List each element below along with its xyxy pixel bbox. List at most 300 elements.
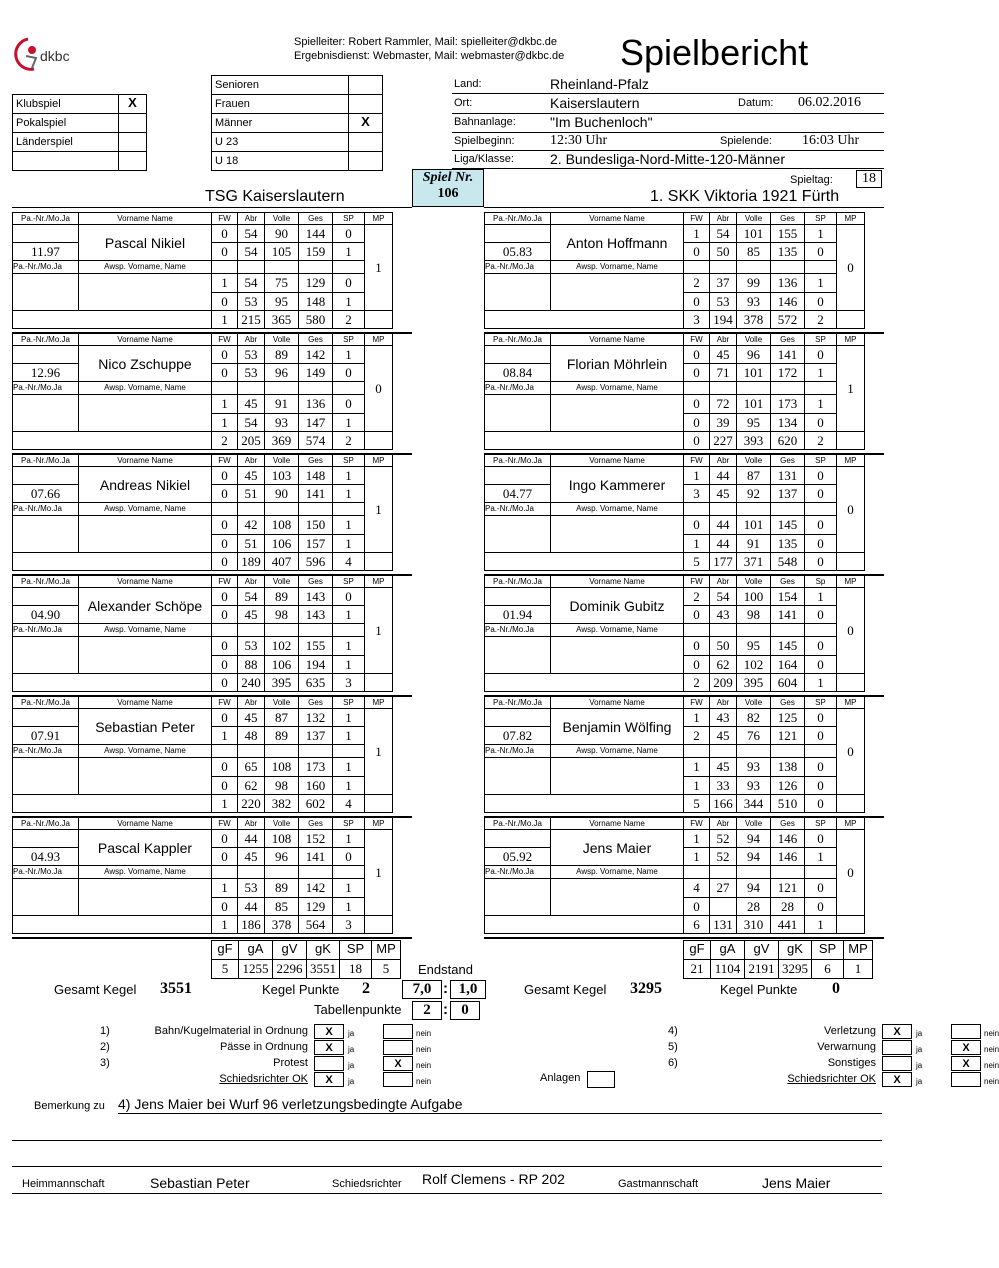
score-cell: 1 (333, 414, 365, 432)
val (13, 467, 79, 485)
player-mp: 1 (837, 346, 865, 432)
column-header: Pa.-Nr./Mo.Ja (13, 455, 79, 467)
spielart-label (13, 152, 119, 171)
score-cell: 1 (333, 467, 365, 485)
heim-label: Heimmannschaft (22, 1178, 105, 1190)
check-nein-box[interactable] (951, 1072, 981, 1087)
nein-label: nein (416, 1061, 432, 1070)
total-cell: 1 (212, 795, 238, 813)
nein-label: nein (416, 1077, 432, 1086)
score-cell: 0 (684, 414, 710, 432)
awsp-name-label: Awsp. Vorname, Name (551, 382, 684, 395)
spielart-label: Pokalspiel (13, 114, 119, 133)
column-header: Volle (737, 697, 771, 709)
check-ja-box[interactable]: X (882, 1072, 912, 1087)
score-cell: 0 (684, 637, 710, 656)
schiri-label: Schiedsrichter (332, 1178, 402, 1190)
score-cell: 1 (212, 274, 238, 293)
awsp-spacer (265, 866, 299, 879)
awsp-spacer (212, 261, 238, 274)
liga-value: 2. Bundesliga-Nord-Mitte-120-Männer (550, 151, 785, 167)
score-cell: 54 (238, 588, 265, 606)
check-ja-box[interactable] (882, 1056, 912, 1071)
nein-label: nein (984, 1061, 999, 1070)
awsp-name-cell (551, 637, 684, 674)
score-cell: 0 (805, 830, 837, 848)
score-cell: 0 (805, 637, 837, 656)
score-cell: 146 (771, 848, 805, 866)
awsp-spacer (710, 866, 737, 879)
total-cell: 4 (333, 795, 365, 813)
total-cell: 635 (299, 674, 333, 692)
total-cell: 166 (710, 795, 737, 813)
summary-header: gV (273, 941, 307, 960)
check-nein-box[interactable]: X (951, 1056, 981, 1071)
endstand-colon: : (443, 980, 448, 997)
score-cell: 1 (684, 709, 710, 727)
awsp-pa-label: Pa.-Nr./Mo.Ja (485, 503, 551, 516)
score-cell: 45 (238, 709, 265, 727)
total-mp-spacer (837, 674, 865, 692)
score-cell: 0 (805, 293, 837, 311)
summary-header: gF (684, 941, 711, 960)
total-cell: 365 (265, 311, 299, 329)
logo-text: dkbc (40, 48, 70, 64)
total-cell: 186 (238, 916, 265, 934)
anlagen-box[interactable] (587, 1071, 615, 1088)
score-cell: 44 (710, 467, 737, 485)
home-kp-value: 2 (362, 980, 370, 997)
total-cell: 371 (737, 553, 771, 571)
score-cell: 160 (299, 777, 333, 795)
spielbeginn-value: 12:30 Uhr (550, 133, 608, 148)
score-cell: 89 (265, 346, 299, 364)
check-nein-box[interactable] (383, 1024, 413, 1039)
total-mp-spacer (365, 916, 393, 934)
awsp-spacer (771, 624, 805, 637)
score-cell: 54 (238, 274, 265, 293)
check-nein-box[interactable] (951, 1024, 981, 1039)
awsp-spacer (737, 261, 771, 274)
score-cell: 1 (333, 656, 365, 674)
val (485, 830, 551, 848)
column-header: Pa.-Nr./Mo.Ja (485, 818, 551, 830)
total-cell: 194 (710, 311, 737, 329)
summary-header: gA (239, 941, 273, 960)
awsp-spacer (771, 382, 805, 395)
total-cell: 227 (710, 432, 737, 450)
column-header: FW (684, 455, 710, 467)
check-nein-box[interactable]: X (951, 1040, 981, 1055)
score-cell: 0 (212, 243, 238, 261)
awsp-spacer (710, 745, 737, 758)
score-cell: 44 (710, 535, 737, 553)
score-cell: 65 (238, 758, 265, 777)
land-label: Land: (454, 78, 482, 90)
player-birth: 04.93 (13, 848, 79, 866)
score-cell: 132 (299, 709, 333, 727)
awsp-name-label: Awsp. Vorname, Name (79, 261, 212, 274)
column-header: FW (684, 334, 710, 346)
check-nein-box[interactable] (383, 1040, 413, 1055)
away-sum-value: 2191 (745, 960, 779, 979)
klasse-label: Frauen (212, 95, 349, 114)
val (485, 346, 551, 364)
klasse-mark (349, 76, 383, 95)
total-cell: 220 (238, 795, 265, 813)
column-header: FW (212, 213, 238, 225)
endstand-label: Endstand (418, 962, 473, 977)
score-cell: 1 (684, 830, 710, 848)
score-cell: 121 (771, 727, 805, 745)
player-name: Nico Zschuppe (79, 346, 212, 382)
column-header: Ges (299, 213, 333, 225)
val (13, 225, 79, 243)
awsp-spacer (333, 382, 365, 395)
player-birth: 04.77 (485, 485, 551, 503)
awsp-spacer (212, 382, 238, 395)
column-header: Abr (710, 818, 737, 830)
column-header: MP (837, 213, 865, 225)
klasse-mark (349, 152, 383, 171)
check-ja-box[interactable]: X (314, 1040, 344, 1055)
score-cell: 101 (737, 395, 771, 414)
score-cell: 85 (737, 243, 771, 261)
column-header: MP (365, 818, 393, 830)
home-player-block (12, 333, 412, 454)
player-birth: 11.97 (13, 243, 79, 261)
dkbc-logo (12, 36, 82, 74)
val (485, 588, 551, 606)
score-cell: 0 (212, 830, 238, 848)
score-cell: 137 (771, 485, 805, 503)
score-cell: 99 (737, 274, 771, 293)
awsp-name-cell (79, 758, 212, 795)
awsp-pa-cell (13, 879, 79, 916)
player-name: Sebastian Peter (79, 709, 212, 745)
nein-label: nein (416, 1029, 432, 1038)
score-cell: 108 (265, 758, 299, 777)
away-kp-label: Kegel Punkte (720, 982, 798, 997)
total-spacer (13, 795, 212, 813)
score-cell: 0 (805, 758, 837, 777)
score-cell (710, 898, 737, 916)
score-cell: 1 (805, 588, 837, 606)
total-cell: 209 (710, 674, 737, 692)
ja-label: ja (348, 1045, 355, 1054)
awsp-spacer (805, 745, 837, 758)
total-spacer (485, 674, 684, 692)
away-player-block (484, 212, 884, 333)
total-mp-spacer (837, 311, 865, 329)
check-ja-box[interactable]: X (314, 1072, 344, 1087)
check-row (100, 1072, 430, 1088)
score-cell: 37 (710, 274, 737, 293)
bahnanlage-label: Bahnanlage: (454, 116, 516, 128)
score-cell: 0 (684, 606, 710, 624)
block-body (12, 587, 393, 692)
bemerkung-text: 4) Jens Maier bei Wurf 96 verletzungsbedingte Aufgabe (118, 1096, 463, 1112)
score-cell: 1 (212, 879, 238, 898)
awsp-pa-cell (485, 274, 551, 311)
score-cell: 0 (212, 364, 238, 382)
spielnr-label: Spiel Nr. (422, 170, 474, 185)
check-ja-box[interactable] (882, 1040, 912, 1055)
score-cell: 91 (265, 395, 299, 414)
block-body (12, 224, 393, 329)
score-cell: 125 (771, 709, 805, 727)
home-gesamt-label: Gesamt Kegel (54, 982, 137, 997)
score-cell: 4 (684, 879, 710, 898)
column-header: FW (212, 818, 238, 830)
check-nein-box[interactable]: X (383, 1056, 413, 1071)
score-cell: 147 (299, 414, 333, 432)
awsp-name-cell (551, 879, 684, 916)
score-cell: 0 (805, 777, 837, 795)
score-cell: 101 (737, 516, 771, 535)
player-birth: 07.66 (13, 485, 79, 503)
awsp-pa-label: Pa.-Nr./Mo.Ja (13, 503, 79, 516)
score-cell: 0 (212, 777, 238, 795)
total-cell: 205 (238, 432, 265, 450)
awsp-spacer (684, 866, 710, 879)
score-cell: 1 (333, 709, 365, 727)
total-cell: 5 (684, 795, 710, 813)
check-label: Schiedsrichter OK (219, 1073, 308, 1085)
total-cell: 310 (737, 916, 771, 934)
awsp-spacer (265, 745, 299, 758)
awsp-spacer (333, 745, 365, 758)
awsp-pa-cell (485, 758, 551, 795)
score-cell: 1 (684, 777, 710, 795)
score-cell: 52 (710, 830, 737, 848)
check-ja-box[interactable] (314, 1056, 344, 1071)
block-body (484, 224, 865, 329)
score-cell: 44 (238, 898, 265, 916)
block-body (12, 708, 393, 813)
score-cell: 0 (805, 516, 837, 535)
away-gesamt-value: 3295 (630, 980, 662, 997)
column-header: FW (212, 697, 238, 709)
column-header: MP (837, 697, 865, 709)
score-cell: 0 (333, 364, 365, 382)
away-sum-value: 3295 (779, 960, 812, 979)
score-cell: 0 (333, 588, 365, 606)
column-header: Ges (299, 334, 333, 346)
score-cell: 134 (771, 414, 805, 432)
score-cell: 141 (299, 485, 333, 503)
column-header: Volle (265, 455, 299, 467)
awsp-pa-cell (13, 395, 79, 432)
awsp-pa-label: Pa.-Nr./Mo.Ja (13, 624, 79, 637)
away-sum-value: 1104 (711, 960, 745, 979)
score-cell: 0 (684, 898, 710, 916)
datum-label: Datum: (738, 97, 774, 109)
score-cell: 106 (265, 535, 299, 553)
away-player-block (484, 454, 884, 575)
score-cell: 87 (265, 709, 299, 727)
awsp-spacer (299, 624, 333, 637)
column-header: SP (333, 576, 365, 588)
score-cell: 141 (771, 346, 805, 364)
awsp-spacer (299, 866, 333, 879)
summary-header: MP (844, 941, 873, 960)
column-header: Vorname Name (551, 818, 684, 830)
home-summary (211, 940, 401, 979)
column-header: SP (333, 334, 365, 346)
total-mp-spacer (365, 674, 393, 692)
check-nein-box[interactable] (383, 1072, 413, 1087)
column-header: Pa.-Nr./Mo.Ja (13, 334, 79, 346)
check-label: Sonstiges (827, 1057, 876, 1069)
score-cell: 45 (238, 395, 265, 414)
check-number: 6) (668, 1057, 678, 1069)
score-cell: 54 (238, 225, 265, 243)
ja-label: ja (916, 1061, 923, 1070)
score-cell: 0 (333, 395, 365, 414)
column-header: Vorname Name (551, 455, 684, 467)
summary-header: gK (779, 941, 812, 960)
score-cell: 108 (265, 830, 299, 848)
score-cell: 3 (684, 485, 710, 503)
column-header: SP (805, 213, 837, 225)
check-label: Verletzung (824, 1025, 876, 1037)
spielart-mark: X (119, 95, 147, 114)
score-cell: 1 (333, 293, 365, 311)
column-header: SP (333, 213, 365, 225)
total-mp-spacer (837, 916, 865, 934)
val (485, 225, 551, 243)
total-cell: 2 (805, 311, 837, 329)
score-cell: 88 (238, 656, 265, 674)
score-cell: 53 (238, 879, 265, 898)
block-divider (12, 937, 412, 939)
awsp-name-label: Awsp. Vorname, Name (79, 745, 212, 758)
column-header: Volle (265, 334, 299, 346)
anlagen-label: Anlagen (540, 1072, 581, 1084)
total-cell: 382 (265, 795, 299, 813)
heim-signer: Sebastian Peter (150, 1175, 250, 1191)
column-header: Abr (710, 334, 737, 346)
home-sum-value: 5 (212, 960, 239, 979)
score-cell: 144 (299, 225, 333, 243)
score-cell: 72 (710, 395, 737, 414)
val (13, 588, 79, 606)
awsp-pa-label: Pa.-Nr./Mo.Ja (485, 866, 551, 879)
column-header: Vorname Name (551, 697, 684, 709)
tab-colon: : (443, 1001, 448, 1018)
total-cell: 344 (737, 795, 771, 813)
score-cell: 0 (212, 898, 238, 916)
score-cell: 1 (333, 727, 365, 745)
summary-header: gA (711, 941, 745, 960)
score-cell: 52 (710, 848, 737, 866)
check-label: Bahn/Kugelmaterial in Ordnung (154, 1025, 308, 1037)
total-mp-spacer (837, 553, 865, 571)
score-cell: 1 (333, 516, 365, 535)
score-cell: 92 (737, 485, 771, 503)
column-header: SP (333, 697, 365, 709)
check-ja-box[interactable]: X (882, 1024, 912, 1039)
score-cell: 1 (684, 535, 710, 553)
score-cell: 0 (212, 588, 238, 606)
score-cell: 96 (737, 346, 771, 364)
player-mp: 0 (837, 709, 865, 795)
total-cell: 395 (265, 674, 299, 692)
block-body (12, 829, 393, 934)
score-cell: 1 (333, 243, 365, 261)
total-mp-spacer (837, 432, 865, 450)
total-cell: 572 (771, 311, 805, 329)
summary-header: SP (340, 941, 372, 960)
score-cell: 136 (771, 274, 805, 293)
awsp-spacer (805, 503, 837, 516)
awsp-pa-label: Pa.-Nr./Mo.Ja (485, 382, 551, 395)
score-cell: 155 (299, 637, 333, 656)
column-header: Abr (238, 455, 265, 467)
klasse-mark (349, 95, 383, 114)
awsp-name-cell (551, 758, 684, 795)
total-cell: 1 (805, 916, 837, 934)
total-cell: 3 (684, 311, 710, 329)
awsp-spacer (710, 624, 737, 637)
score-cell: 1 (684, 758, 710, 777)
column-header: Abr (238, 334, 265, 346)
score-cell: 1 (333, 637, 365, 656)
column-header: Vorname Name (79, 334, 212, 346)
score-cell: 172 (771, 364, 805, 382)
total-cell: 393 (737, 432, 771, 450)
score-cell: 0 (805, 709, 837, 727)
column-header: Volle (265, 697, 299, 709)
score-cell: 1 (333, 898, 365, 916)
column-header: SP (333, 455, 365, 467)
score-cell: 121 (771, 879, 805, 898)
away-player-block (484, 817, 884, 938)
away-sum-value: 6 (812, 960, 844, 979)
endstand-away: 1,0 (450, 980, 486, 999)
awsp-pa-cell (13, 274, 79, 311)
awsp-spacer (299, 382, 333, 395)
column-header: Volle (265, 213, 299, 225)
check-ja-box[interactable]: X (314, 1024, 344, 1039)
score-cell: 98 (265, 606, 299, 624)
total-cell: 564 (299, 916, 333, 934)
awsp-spacer (299, 745, 333, 758)
total-cell: 0 (805, 553, 837, 571)
awsp-spacer (333, 624, 365, 637)
score-cell: 76 (737, 727, 771, 745)
spielnr-value: 106 (437, 186, 459, 201)
total-cell: 3 (333, 916, 365, 934)
awsp-pa-label: Pa.-Nr./Mo.Ja (13, 866, 79, 879)
spieltag-label: Spieltag: (790, 174, 833, 186)
score-cell: 145 (771, 516, 805, 535)
score-cell: 155 (771, 225, 805, 243)
score-cell: 45 (710, 346, 737, 364)
column-header: Ges (771, 818, 805, 830)
score-cell: 2 (684, 727, 710, 745)
awsp-pa-cell (13, 516, 79, 553)
gast-label: Gastmannschaft (618, 1178, 699, 1190)
val (13, 830, 79, 848)
klasse-mark: X (349, 114, 383, 133)
score-cell: 164 (771, 656, 805, 674)
score-cell: 44 (238, 830, 265, 848)
score-cell: 0 (805, 727, 837, 745)
total-cell: 0 (212, 553, 238, 571)
header-line1: Spielleiter: Robert Rammler, Mail: spielleiter@dkbc.de (294, 36, 558, 48)
